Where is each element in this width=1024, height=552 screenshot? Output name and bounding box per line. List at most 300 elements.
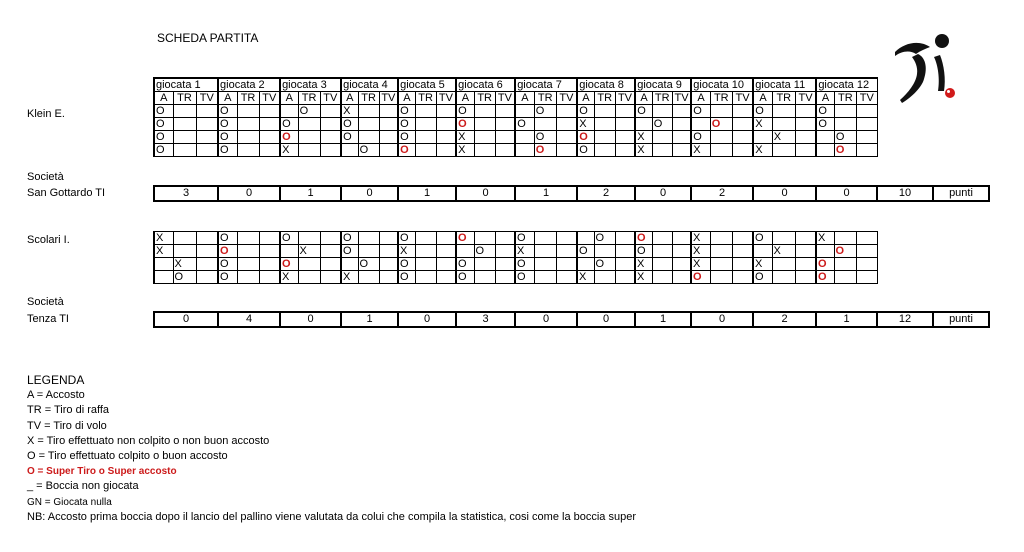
throw-cell: X xyxy=(456,131,474,144)
throw-cell xyxy=(298,118,320,131)
throw-cell: O xyxy=(515,271,534,284)
throw-type-header: TV xyxy=(732,92,753,105)
throw-cell xyxy=(196,105,218,118)
throw-cell xyxy=(534,232,556,245)
throw-cell xyxy=(556,118,577,131)
throw-cell xyxy=(732,131,753,144)
round-score: 0 xyxy=(398,312,456,327)
super-throw-mark: O xyxy=(282,258,291,270)
throw-cell xyxy=(379,232,398,245)
throw-cell xyxy=(652,245,672,258)
society-label: Società xyxy=(27,171,64,183)
throw-cell xyxy=(753,131,772,144)
throw-cell xyxy=(795,118,816,131)
throw-cell xyxy=(534,144,556,157)
throw-cell xyxy=(415,245,436,258)
points-label: punti xyxy=(933,186,989,201)
round-score: 0 xyxy=(816,186,877,201)
throw-cell: O xyxy=(298,105,320,118)
throw-cell xyxy=(358,271,379,284)
page-title: SCHEDA PARTITA xyxy=(157,31,259,45)
throw-cell xyxy=(834,144,856,157)
throws-table xyxy=(153,231,878,284)
giocata-header: giocata 10 xyxy=(691,78,753,92)
throw-cell xyxy=(320,118,341,131)
throw-cell xyxy=(173,118,196,131)
throw-cell: O xyxy=(515,118,534,131)
throw-cell: X xyxy=(753,258,772,271)
throw-cell: O xyxy=(358,144,379,157)
giocata-header: giocata 4 xyxy=(341,78,398,92)
throw-cell: O xyxy=(358,258,379,271)
throw-cell: O xyxy=(515,232,534,245)
throw-type-header: TR xyxy=(772,92,795,105)
throw-cell xyxy=(341,258,358,271)
giocata-header: giocata 7 xyxy=(515,78,577,92)
super-throw-mark: O xyxy=(458,118,467,130)
table-row xyxy=(154,271,877,284)
throw-cell: O xyxy=(594,232,615,245)
throw-cell xyxy=(594,245,615,258)
round-score: 0 xyxy=(691,312,753,327)
throw-cell xyxy=(856,232,877,245)
throw-cell xyxy=(495,245,515,258)
throw-cell: O xyxy=(154,118,173,131)
throw-cell xyxy=(710,105,732,118)
throw-cell xyxy=(594,105,615,118)
throw-cell xyxy=(816,245,834,258)
throw-type-header: TR xyxy=(710,92,732,105)
throw-cell xyxy=(259,131,280,144)
throw-cell: O xyxy=(398,118,415,131)
throw-cell xyxy=(358,245,379,258)
throw-cell xyxy=(379,258,398,271)
super-throw-mark: O xyxy=(835,245,845,257)
round-score: 2 xyxy=(577,186,635,201)
throw-type-header: A xyxy=(341,92,358,105)
throw-cell xyxy=(834,105,856,118)
throw-cell xyxy=(795,105,816,118)
throw-cell xyxy=(154,258,173,271)
legend-title: LEGENDA xyxy=(27,373,85,387)
throw-cell xyxy=(495,258,515,271)
throw-cell: O xyxy=(834,131,856,144)
throw-cell xyxy=(772,105,795,118)
throw-cell xyxy=(534,271,556,284)
throw-cell xyxy=(615,232,635,245)
throw-cell xyxy=(652,271,672,284)
throw-cell xyxy=(320,245,341,258)
throw-cell: O xyxy=(691,105,710,118)
throw-cell xyxy=(594,118,615,131)
throw-cell xyxy=(672,105,691,118)
throw-cell xyxy=(456,118,474,131)
throw-cell xyxy=(556,144,577,157)
legend-note: NB: Accosto prima boccia dopo il lancio del pallino viene valutata da colui che compila la statistica, cosi come la boccia super xyxy=(27,510,636,523)
throw-cell: O xyxy=(218,144,237,157)
throw-cell xyxy=(495,271,515,284)
throw-cell: O xyxy=(218,232,237,245)
round-score: 4 xyxy=(218,312,280,327)
throw-cell xyxy=(652,144,672,157)
throw-type-header: TV xyxy=(672,92,691,105)
round-score: 0 xyxy=(456,186,515,201)
throw-cell xyxy=(415,118,436,131)
throw-cell: X xyxy=(753,144,772,157)
throw-cell xyxy=(753,245,772,258)
throw-cell xyxy=(415,258,436,271)
throw-cell xyxy=(436,232,456,245)
throw-cell xyxy=(237,245,259,258)
throw-cell: O xyxy=(753,271,772,284)
throw-cell xyxy=(856,258,877,271)
throw-cell xyxy=(732,105,753,118)
round-score: 0 xyxy=(154,312,218,327)
throw-cell xyxy=(732,144,753,157)
throw-type-header: TV xyxy=(556,92,577,105)
throw-cell xyxy=(237,232,259,245)
throw-cell xyxy=(710,232,732,245)
throw-cell: O xyxy=(154,144,173,157)
giocata-header: giocata 6 xyxy=(456,78,515,92)
throw-cell xyxy=(237,131,259,144)
throw-cell xyxy=(732,118,753,131)
throw-cell xyxy=(474,258,495,271)
round-score: 0 xyxy=(577,312,635,327)
score-table xyxy=(153,311,990,328)
throw-cell xyxy=(474,105,495,118)
throw-cell: O xyxy=(398,258,415,271)
throw-cell: O xyxy=(280,232,298,245)
throw-type-header: A xyxy=(398,92,415,105)
super-throw-mark: O xyxy=(818,271,827,283)
throw-cell xyxy=(341,144,358,157)
throw-cell: X xyxy=(635,258,652,271)
legend-item: O = Tiro effettuato colpito o buon accosto xyxy=(27,450,228,463)
throw-cell xyxy=(816,144,834,157)
throw-cell xyxy=(474,144,495,157)
throw-type-header: A xyxy=(154,92,173,105)
throw-cell xyxy=(474,271,495,284)
throw-cell xyxy=(834,118,856,131)
throw-cell xyxy=(298,144,320,157)
throw-cell xyxy=(173,232,196,245)
throw-cell xyxy=(672,245,691,258)
throw-cell: X xyxy=(154,232,173,245)
throw-cell: O xyxy=(398,105,415,118)
throw-cell xyxy=(298,271,320,284)
throw-cell xyxy=(534,245,556,258)
throw-cell xyxy=(652,232,672,245)
table-row xyxy=(154,232,877,245)
throw-cell: O xyxy=(515,258,534,271)
throw-cell xyxy=(259,118,280,131)
society-name: Tenza TI xyxy=(27,313,69,325)
round-score: 0 xyxy=(280,312,341,327)
throw-cell xyxy=(772,118,795,131)
throw-cell xyxy=(379,118,398,131)
throw-type-header: A xyxy=(816,92,834,105)
throw-cell: O xyxy=(341,245,358,258)
throw-cell xyxy=(196,271,218,284)
throw-cell: O xyxy=(753,232,772,245)
legend-not-played: _ = Boccia non giocata xyxy=(27,480,139,493)
round-score: 2 xyxy=(691,186,753,201)
throw-cell: O xyxy=(341,131,358,144)
throw-cell xyxy=(474,232,495,245)
throw-cell xyxy=(320,131,341,144)
throw-cell xyxy=(710,118,732,131)
throw-type-header: A xyxy=(577,92,594,105)
round-score: 3 xyxy=(154,186,218,201)
throw-cell xyxy=(672,118,691,131)
throw-cell xyxy=(834,258,856,271)
throw-cell xyxy=(358,118,379,131)
round-score: 1 xyxy=(635,312,691,327)
throw-cell xyxy=(534,118,556,131)
throw-cell: X xyxy=(398,245,415,258)
giocata-header: giocata 12 xyxy=(816,78,877,92)
throw-cell xyxy=(515,144,534,157)
throw-cell xyxy=(415,232,436,245)
throw-cell xyxy=(615,105,635,118)
throw-cell: O xyxy=(635,105,652,118)
giocata-header: giocata 2 xyxy=(218,78,280,92)
throw-cell xyxy=(691,271,710,284)
throw-cell xyxy=(196,131,218,144)
round-score: 1 xyxy=(398,186,456,201)
throw-cell xyxy=(691,118,710,131)
throw-cell: O xyxy=(218,271,237,284)
throw-cell xyxy=(456,245,474,258)
super-throw-mark: O xyxy=(535,144,545,156)
throw-cell xyxy=(196,245,218,258)
throw-cell xyxy=(556,245,577,258)
throw-type-header: A xyxy=(280,92,298,105)
giocata-header: giocata 3 xyxy=(280,78,341,92)
round-score: 0 xyxy=(515,312,577,327)
throw-cell xyxy=(856,245,877,258)
super-throw-mark: O xyxy=(637,232,646,244)
throw-cell xyxy=(237,105,259,118)
throw-cell xyxy=(652,105,672,118)
throw-cell xyxy=(772,258,795,271)
legend-item: TR = Tiro di raffa xyxy=(27,404,110,417)
super-throw-mark: O xyxy=(711,118,721,130)
round-score: 3 xyxy=(456,312,515,327)
round-score: 0 xyxy=(341,186,398,201)
throw-cell xyxy=(856,144,877,157)
throw-cell xyxy=(635,118,652,131)
throw-type-header: TV xyxy=(320,92,341,105)
throw-type-header: A xyxy=(691,92,710,105)
total-score: 10 xyxy=(877,186,933,201)
throw-cell: O xyxy=(154,105,173,118)
throw-cell: X xyxy=(341,105,358,118)
throw-cell: O xyxy=(218,118,237,131)
throw-cell: X xyxy=(691,232,710,245)
throw-cell xyxy=(280,131,298,144)
throw-cell: O xyxy=(341,118,358,131)
throw-cell xyxy=(495,232,515,245)
throw-cell xyxy=(772,271,795,284)
throw-type-header: TV xyxy=(196,92,218,105)
giocata-header: giocata 5 xyxy=(398,78,456,92)
throw-cell xyxy=(816,258,834,271)
super-throw-mark: O xyxy=(835,144,845,156)
throw-cell xyxy=(237,271,259,284)
throw-cell xyxy=(732,245,753,258)
throw-cell: X xyxy=(635,271,652,284)
throw-cell xyxy=(577,258,594,271)
throw-cell: X xyxy=(577,271,594,284)
throw-cell xyxy=(154,271,173,284)
throw-cell: O xyxy=(280,118,298,131)
score-table xyxy=(153,185,990,202)
throw-cell xyxy=(320,258,341,271)
throw-cell xyxy=(320,105,341,118)
throw-cell xyxy=(196,118,218,131)
throw-cell xyxy=(515,131,534,144)
throw-cell xyxy=(772,144,795,157)
throw-cell: O xyxy=(577,105,594,118)
table-row xyxy=(154,105,877,118)
throw-cell xyxy=(436,118,456,131)
throw-cell xyxy=(415,105,436,118)
throw-cell xyxy=(259,232,280,245)
throw-cell xyxy=(534,258,556,271)
legend-item: X = Tiro effettuato non colpito o non buon accosto xyxy=(27,434,270,447)
throw-cell: O xyxy=(456,258,474,271)
throw-cell: X xyxy=(341,271,358,284)
throw-cell xyxy=(710,258,732,271)
throw-cell xyxy=(615,271,635,284)
legend-super: O = Super Tiro o Super accosto xyxy=(27,466,177,478)
throw-cell xyxy=(474,131,495,144)
throw-type-header: TR xyxy=(415,92,436,105)
throw-cell xyxy=(320,232,341,245)
legend-null-play: GN = Giocata nulla xyxy=(27,496,112,508)
round-score: 1 xyxy=(816,312,877,327)
throw-cell xyxy=(556,131,577,144)
throw-cell xyxy=(710,144,732,157)
throw-cell xyxy=(436,131,456,144)
throw-type-header: TV xyxy=(379,92,398,105)
throw-cell: O xyxy=(534,105,556,118)
throw-cell xyxy=(615,258,635,271)
throw-cell xyxy=(259,144,280,157)
throw-type-header: TV xyxy=(615,92,635,105)
throw-type-header: A xyxy=(456,92,474,105)
throw-cell xyxy=(218,245,237,258)
throw-cell: O xyxy=(341,232,358,245)
table-row xyxy=(154,258,877,271)
throw-cell xyxy=(672,144,691,157)
throw-cell xyxy=(196,232,218,245)
throw-cell xyxy=(358,131,379,144)
throw-cell: X xyxy=(173,258,196,271)
throw-cell xyxy=(856,131,877,144)
throw-cell xyxy=(577,131,594,144)
throw-cell: X xyxy=(772,131,795,144)
throw-type-header: A xyxy=(515,92,534,105)
super-throw-mark: O xyxy=(400,144,409,156)
throw-cell xyxy=(415,144,436,157)
player-name: Scolari I. xyxy=(27,234,70,246)
throw-cell xyxy=(795,232,816,245)
throw-cell xyxy=(358,232,379,245)
throw-cell xyxy=(495,118,515,131)
throw-cell: O xyxy=(398,232,415,245)
giocata-header: giocata 9 xyxy=(635,78,691,92)
throw-cell: X xyxy=(298,245,320,258)
throw-cell: O xyxy=(816,105,834,118)
throw-cell xyxy=(298,131,320,144)
throw-cell xyxy=(556,271,577,284)
throw-cell xyxy=(672,232,691,245)
throw-cell: O xyxy=(691,131,710,144)
throw-cell xyxy=(398,144,415,157)
table-row xyxy=(154,245,877,258)
throw-cell: O xyxy=(534,131,556,144)
throw-cell xyxy=(856,271,877,284)
throw-cell: O xyxy=(577,245,594,258)
throw-cell xyxy=(615,131,635,144)
society-label: Società xyxy=(27,296,64,308)
bocce-player-icon xyxy=(890,27,970,105)
round-score: 0 xyxy=(218,186,280,201)
throw-cell xyxy=(556,258,577,271)
round-score: 2 xyxy=(753,312,816,327)
throw-cell: O xyxy=(173,271,196,284)
giocata-header: giocata 11 xyxy=(753,78,816,92)
throw-cell xyxy=(474,118,495,131)
throw-cell xyxy=(856,105,877,118)
throw-cell xyxy=(710,131,732,144)
giocata-header: giocata 8 xyxy=(577,78,635,92)
throw-cell xyxy=(635,232,652,245)
throw-cell: O xyxy=(154,131,173,144)
throw-cell xyxy=(594,271,615,284)
throw-cell xyxy=(556,232,577,245)
throw-cell xyxy=(834,245,856,258)
throw-cell xyxy=(320,144,341,157)
throw-cell xyxy=(732,232,753,245)
throw-cell xyxy=(515,105,534,118)
throw-cell: O xyxy=(652,118,672,131)
legend xyxy=(27,373,636,525)
throw-cell xyxy=(415,271,436,284)
throw-cell: O xyxy=(594,258,615,271)
throw-cell xyxy=(379,271,398,284)
throw-cell xyxy=(358,105,379,118)
legend-item: A = Accosto xyxy=(27,389,85,402)
throw-type-header: TR xyxy=(237,92,259,105)
throw-type-header: TV xyxy=(795,92,816,105)
throw-cell xyxy=(456,232,474,245)
throw-cell: O xyxy=(218,131,237,144)
super-throw-mark: O xyxy=(282,131,291,143)
throw-cell: O xyxy=(398,271,415,284)
throw-cell: X xyxy=(635,144,652,157)
super-throw-mark: O xyxy=(818,258,827,270)
points-label: punti xyxy=(933,312,989,327)
throw-cell xyxy=(672,271,691,284)
throw-cell xyxy=(259,105,280,118)
throw-type-header: TR xyxy=(652,92,672,105)
throw-cell xyxy=(795,258,816,271)
throw-cell: X xyxy=(816,232,834,245)
